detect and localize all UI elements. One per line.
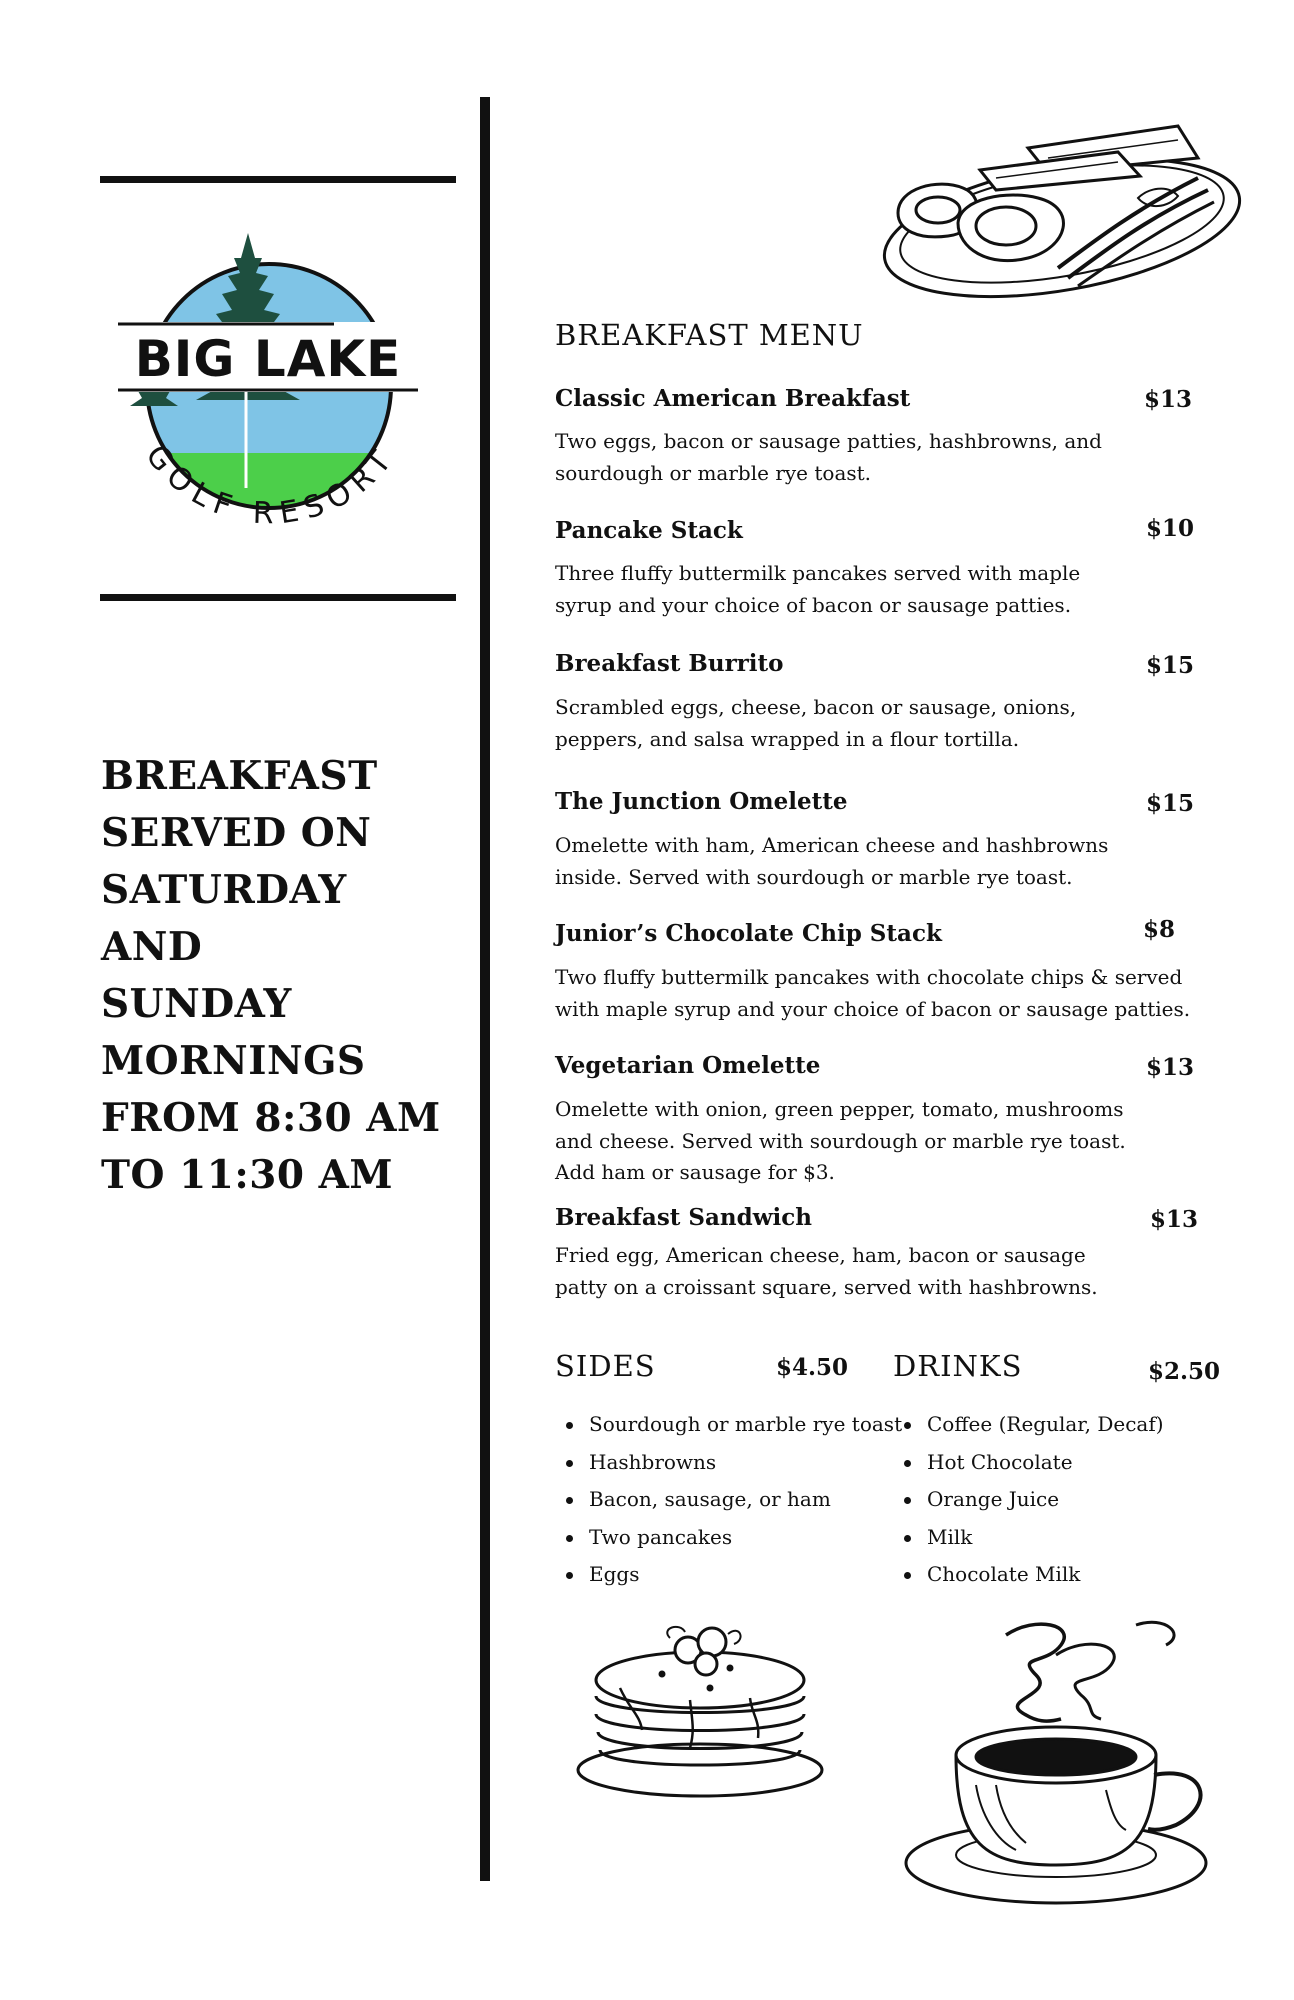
- list-item: Two pancakes: [555, 1519, 895, 1557]
- drinks-title: DRINKS: [893, 1349, 1023, 1383]
- menu-item-desc: [555, 426, 1195, 489]
- hours-line: SERVED ON: [101, 810, 372, 856]
- list-item: Sourdough or marble rye toast: [555, 1406, 895, 1444]
- list-item: Hashbrowns: [555, 1444, 895, 1482]
- desc-line: patty on a croissant square, served with hashbrowns.: [555, 1274, 1098, 1299]
- menu-item-desc: [555, 830, 1195, 893]
- menu-item-name: Vegetarian Omelette: [555, 1052, 821, 1079]
- desc-line: with maple syrup and your choice of bacon or sausage patties.: [555, 996, 1191, 1021]
- desc-line: syrup and your choice of bacon or sausage patties.: [555, 592, 1072, 617]
- menu-item-desc: [555, 558, 1195, 621]
- logo-subtitle: GOLF RESORT: [138, 438, 404, 532]
- menu-item-name: Pancake Stack: [555, 517, 743, 544]
- desc-line: and cheese. Served with sourdough or marble rye toast.: [555, 1128, 1126, 1153]
- menu-item-price: $13: [1146, 1054, 1195, 1081]
- vertical-divider: [480, 97, 490, 1881]
- menu-item-desc: [555, 1094, 1195, 1189]
- logo-wordmark: BIG LAKE: [134, 330, 402, 388]
- menu-item-name: The Junction Omelette: [555, 788, 848, 815]
- desc-line: inside. Served with sourdough or marble rye toast.: [555, 864, 1073, 889]
- desc-line: Omelette with ham, American cheese and hashbrowns: [555, 833, 1109, 857]
- list-item: Coffee (Regular, Decaf): [893, 1406, 1233, 1444]
- desc-line: Two fluffy buttermilk pancakes with chocolate chips & served: [555, 965, 1183, 989]
- desc-line: Fried egg, American cheese, ham, bacon or sausage: [555, 1243, 1086, 1267]
- breakfast-plate-icon: [878, 118, 1244, 308]
- menu-item-name: Classic American Breakfast: [555, 385, 911, 412]
- desc-line: Omelette with onion, green pepper, tomato, mushrooms: [555, 1097, 1124, 1121]
- top-divider: [100, 176, 456, 183]
- list-item: Milk: [893, 1519, 1233, 1557]
- hours-line: MORNINGS: [101, 1038, 366, 1084]
- hours-line: BREAKFAST: [101, 753, 378, 799]
- desc-line: peppers, and salsa wrapped in a flour tortilla.: [555, 726, 1020, 751]
- menu-item-name: Breakfast Burrito: [555, 650, 784, 677]
- list-item: Bacon, sausage, or ham: [555, 1481, 895, 1519]
- menu-item-name: Junior’s Chocolate Chip Stack: [555, 920, 942, 947]
- menu-item-price: $10: [1146, 515, 1195, 542]
- desc-line: Add ham or sausage for $3.: [555, 1160, 835, 1184]
- hours-line: SATURDAY AND: [101, 867, 347, 970]
- sides-price: $4.50: [776, 1354, 849, 1381]
- sides-list: [555, 1406, 903, 1594]
- menu-item-price: $15: [1146, 652, 1195, 679]
- list-item: Chocolate Milk: [893, 1556, 1233, 1594]
- desc-line: Scrambled eggs, cheese, bacon or sausage, onions,: [555, 695, 1077, 719]
- drinks-list: [893, 1406, 1233, 1594]
- menu-item-desc: [555, 962, 1195, 1025]
- desc-line: Two eggs, bacon or sausage patties, hashbrowns, and: [555, 429, 1102, 453]
- big-lake-logo: [118, 228, 418, 548]
- hours-line: TO 11:30 AM: [101, 1152, 394, 1198]
- menu-item-price: $15: [1146, 790, 1195, 817]
- bottom-divider: [100, 594, 456, 601]
- menu-item-price: $8: [1143, 916, 1176, 943]
- menu-item-desc: [555, 692, 1195, 755]
- list-item: Hot Chocolate: [893, 1444, 1233, 1482]
- hours-line: FROM 8:30 AM: [101, 1095, 441, 1141]
- sides-title: SIDES: [555, 1349, 656, 1383]
- menu-item-price: $13: [1150, 1206, 1199, 1233]
- hours-block: [101, 748, 461, 1204]
- drinks-price: $2.50: [1148, 1358, 1221, 1385]
- hours-line: SUNDAY: [101, 981, 292, 1027]
- coffee-cup-icon: [886, 1615, 1226, 1915]
- menu-title: BREAKFAST MENU: [555, 318, 864, 352]
- menu-item-price: $13: [1144, 386, 1193, 413]
- list-item: Eggs: [555, 1556, 895, 1594]
- menu-item-desc: [555, 1240, 1195, 1303]
- desc-line: sourdough or marble rye toast.: [555, 460, 872, 485]
- menu-item-name: Breakfast Sandwich: [555, 1204, 812, 1231]
- pancake-stack-icon: [570, 1620, 830, 1800]
- list-item: Orange Juice: [893, 1481, 1233, 1519]
- desc-line: Three fluffy buttermilk pancakes served with maple: [555, 561, 1081, 585]
